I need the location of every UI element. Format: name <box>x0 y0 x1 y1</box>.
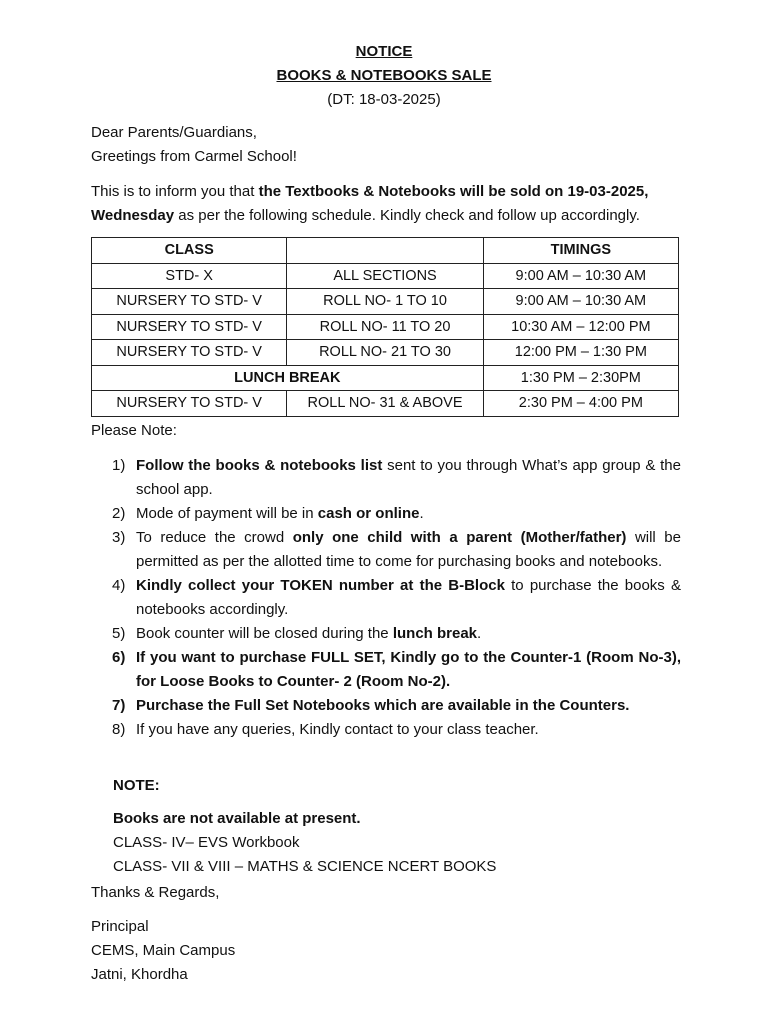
item-number: 8) <box>112 721 126 738</box>
item-text: to purchase the books & notebooks accordingly. <box>136 577 682 618</box>
note-item: CLASS- IV– EVS Workbook <box>113 834 300 851</box>
row-time: 9:00 AM – 10:30 AM <box>483 289 678 315</box>
row-time: 9:00 AM – 10:30 AM <box>483 263 678 289</box>
list-item <box>91 454 681 502</box>
item-number: 5) <box>112 625 126 642</box>
item-bold: Purchase the Full Set Notebooks which are available in the Counters. <box>136 697 630 714</box>
list-item <box>91 526 681 574</box>
intro-text-1: This is to inform you that <box>91 183 259 200</box>
row-class: STD- X <box>92 263 287 289</box>
item-number: 3) <box>112 529 126 546</box>
list-item <box>91 622 681 646</box>
item-number: 4) <box>112 577 126 594</box>
notes-list <box>91 454 681 742</box>
item-number: 6) <box>112 649 126 666</box>
row-section: ROLL NO- 31 & ABOVE <box>287 391 483 417</box>
list-item <box>91 694 681 718</box>
row-section: ROLL NO- 1 TO 10 <box>287 289 483 315</box>
item-text: . <box>419 505 424 522</box>
item-bold: only one child with a parent (Mother/father) <box>292 529 627 546</box>
table-row <box>92 314 679 340</box>
row-section: ROLL NO- 21 TO 30 <box>287 340 483 366</box>
list-item <box>91 574 681 622</box>
header-section <box>287 238 483 264</box>
row-time: 10:30 AM – 12:00 PM <box>483 314 678 340</box>
lunch-break-row <box>92 365 679 391</box>
row-class: NURSERY TO STD- V <box>92 314 287 340</box>
row-class: NURSERY TO STD- V <box>92 340 287 366</box>
signature-line: Principal <box>91 918 149 935</box>
item-text: . <box>477 625 482 642</box>
thanks-regards: Thanks & Regards, <box>91 884 220 901</box>
lunch-break-time: 1:30 PM – 2:30PM <box>483 365 678 391</box>
row-section: ALL SECTIONS <box>287 263 483 289</box>
schedule-table <box>91 237 679 417</box>
table-header-row <box>92 238 679 264</box>
item-bold: If you want to purchase FULL SET, Kindly go to the Counter-1 (Room No-3), for Loose Books to Counter- 2 (Room No-2). <box>136 649 681 690</box>
item-number: 1) <box>112 457 126 474</box>
signature-line: CEMS, Main Campus <box>91 942 236 959</box>
table-row <box>92 340 679 366</box>
intro-paragraph <box>91 180 681 228</box>
list-item <box>91 502 681 526</box>
row-class: NURSERY TO STD- V <box>92 289 287 315</box>
item-bold: Kindly collect your TOKEN number at the B-Block <box>136 577 505 594</box>
item-bold: cash or online <box>317 505 420 522</box>
item-text: will be permitted as per the allotted time to come for purchasing books and notebooks. <box>136 529 681 570</box>
table-row <box>92 263 679 289</box>
item-bold: lunch break <box>392 625 478 642</box>
intro-bold: the Textbooks & Notebooks will be sold on 19-03-2025, Wednesday <box>91 183 649 224</box>
item-text: If you have any queries, Kindly contact to your class teacher. <box>136 721 539 738</box>
notice-title: BOOKS & NOTEBOOKS SALE <box>276 67 492 84</box>
row-section: ROLL NO- 11 TO 20 <box>287 314 483 340</box>
signature-line: Jatni, Khordha <box>91 966 188 983</box>
note-subheading: Books are not available at present. <box>113 810 361 827</box>
notice-date: (DT: 18-03-2025) <box>327 91 441 108</box>
salutation: Dear Parents/Guardians, <box>91 124 257 141</box>
list-item <box>91 718 681 742</box>
please-note-label: Please Note: <box>91 422 177 439</box>
item-number: 7) <box>112 697 126 714</box>
item-text: sent to you through What’s app group & the school app. <box>136 457 681 498</box>
item-text: To reduce the crowd <box>136 529 293 546</box>
intro-text-2: as per the following schedule. Kindly check and follow up accordingly. <box>174 207 640 224</box>
table-row <box>92 289 679 315</box>
item-text: Book counter will be closed during the <box>136 625 393 642</box>
lunch-break-label: LUNCH BREAK <box>92 365 484 391</box>
item-text: Mode of payment will be in <box>136 505 318 522</box>
note-heading: NOTE: <box>113 777 160 794</box>
table-row <box>92 391 679 417</box>
header-class: CLASS <box>92 238 287 264</box>
list-item <box>91 646 681 694</box>
item-bold: Follow the books & notebooks list <box>136 457 383 474</box>
note-item: CLASS- VII & VIII – MATHS & SCIENCE NCERT BOOKS <box>113 858 497 875</box>
row-time: 12:00 PM – 1:30 PM <box>483 340 678 366</box>
notice-heading: NOTICE <box>355 43 413 60</box>
greeting-line: Greetings from Carmel School! <box>91 148 297 165</box>
item-number: 2) <box>112 505 126 522</box>
row-class: NURSERY TO STD- V <box>92 391 287 417</box>
header-timings: TIMINGS <box>483 238 678 264</box>
row-time: 2:30 PM – 4:00 PM <box>483 391 678 417</box>
